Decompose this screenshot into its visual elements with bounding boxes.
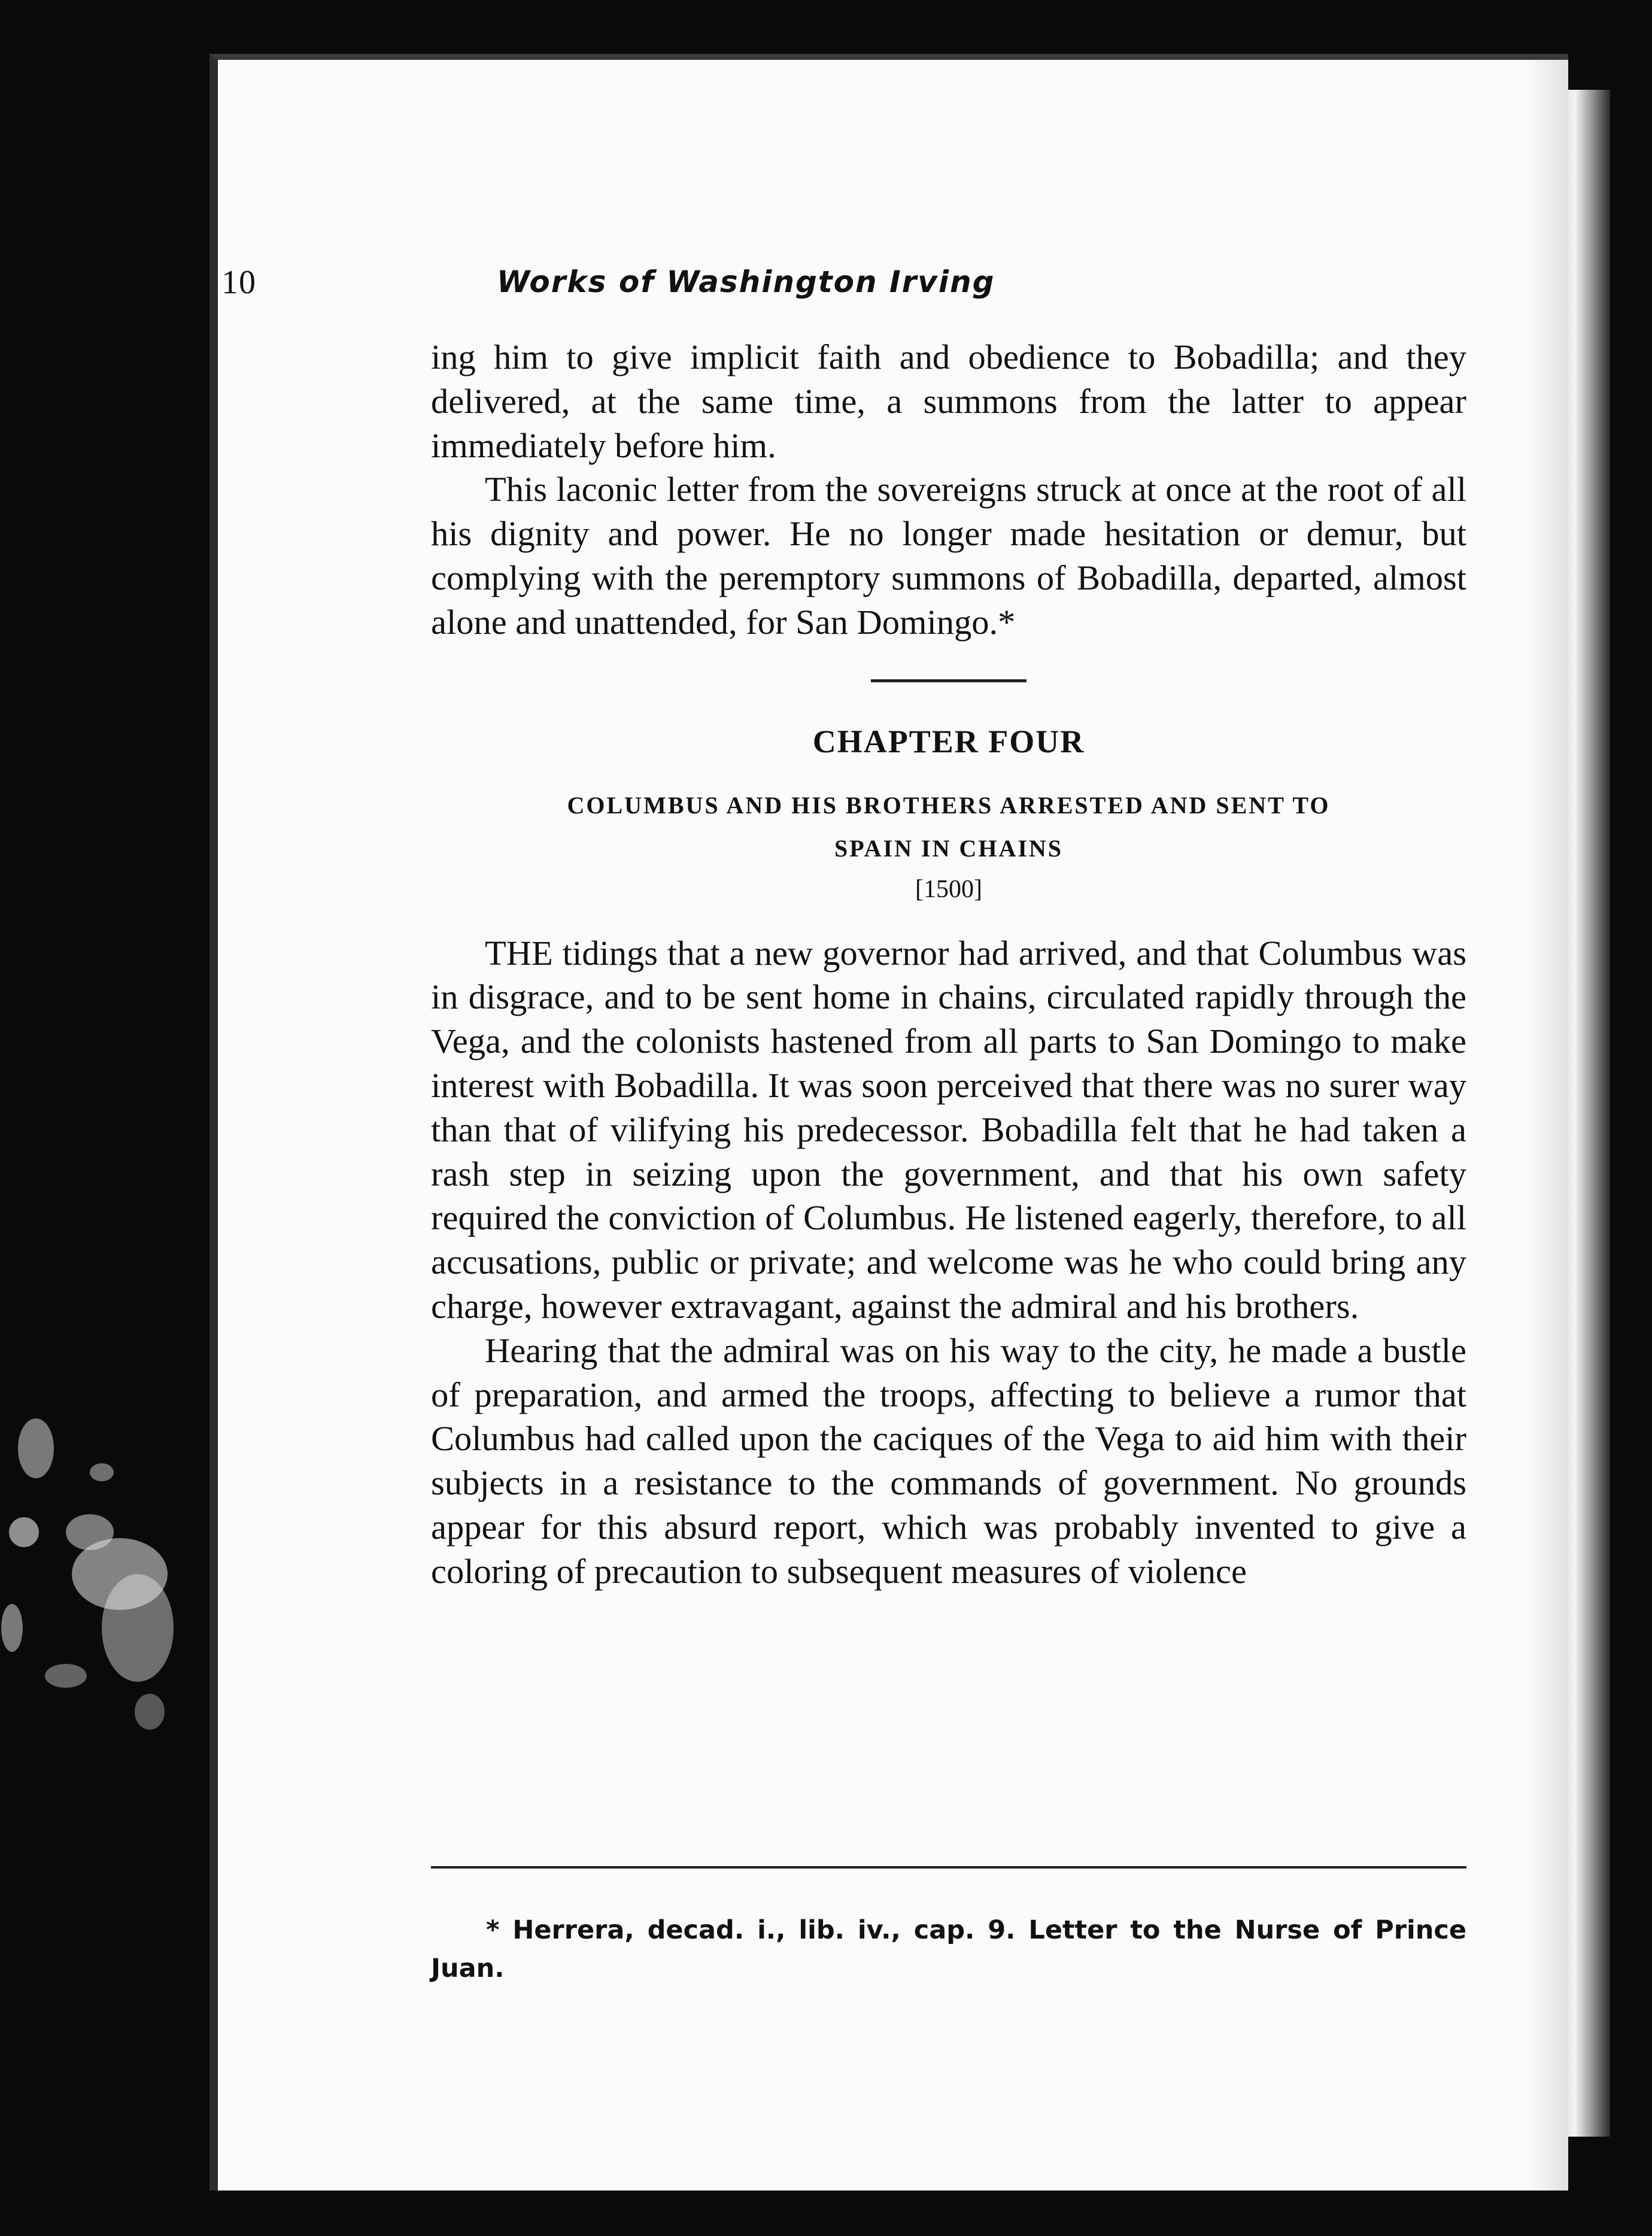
paragraph: This laconic letter from the sovereigns struck at once at the root of all his dignity and power. He no longer made hesitation or demur, but complying with the peremptory summons of Bobadilla, departed, almost alone and unattended, for San Domingo.* bbox=[431, 470, 1466, 642]
page-number: 10 bbox=[221, 264, 256, 301]
section-divider bbox=[871, 679, 1027, 682]
footnote-rule bbox=[431, 1866, 1466, 1869]
running-title: Works of Washington Irving bbox=[497, 265, 995, 299]
paragraph-continued: ing him to give implicit faith and obedience to Bobadilla; and they delivered, at the same time, a summons from the latter to appear immediately before him. bbox=[431, 338, 1466, 465]
chapter-title: CHAPTER FOUR bbox=[812, 723, 1085, 759]
chapter-subtitle-line1: COLUMBUS AND HIS BROTHERS ARRESTED AND SENT TO bbox=[567, 791, 1331, 819]
scan-background-speckles bbox=[0, 1377, 198, 1831]
chapter-year: [1500] bbox=[915, 875, 982, 903]
paragraph: THE tidings that a new governor had arrived, and that Columbus was in disgrace, and to be sent home in chains, circulated rapidly through the Vega, and the colonists hastened from all parts to San Domingo to make interest with Bobadilla. It was soon perceived that there was no surer way than that of vilifying his predecessor. Bobadilla felt that he had taken a rash step in seizing upon the government, and that his own safety required the conviction of Columbus. He listened eagerly, therefore, to all accusations, public or private; and welcome was he who could bring any charge, however extravagant, against the admiral and his brothers. bbox=[431, 933, 1466, 1326]
body-text bbox=[431, 335, 1466, 1594]
paragraph: Hearing that the admiral was on his way to the city, he made a bustle of preparation, and armed the troops, affecting to believe a rumor that Columbus had called upon the caciques of the Vega to aid him with their subjects in a resistance to the commands of government. No grounds appear for this absurd report, which was probably invented to give a coloring of precaution to subsequent measures of violence bbox=[431, 1330, 1466, 1591]
chapter-subtitle-line2: SPAIN IN CHAINS bbox=[834, 834, 1064, 862]
footnote: * Herrera, decad. i., lib. iv., cap. 9. Letter to the Nurse of Prince Juan. bbox=[431, 1915, 1466, 1983]
page-header bbox=[221, 263, 1239, 311]
